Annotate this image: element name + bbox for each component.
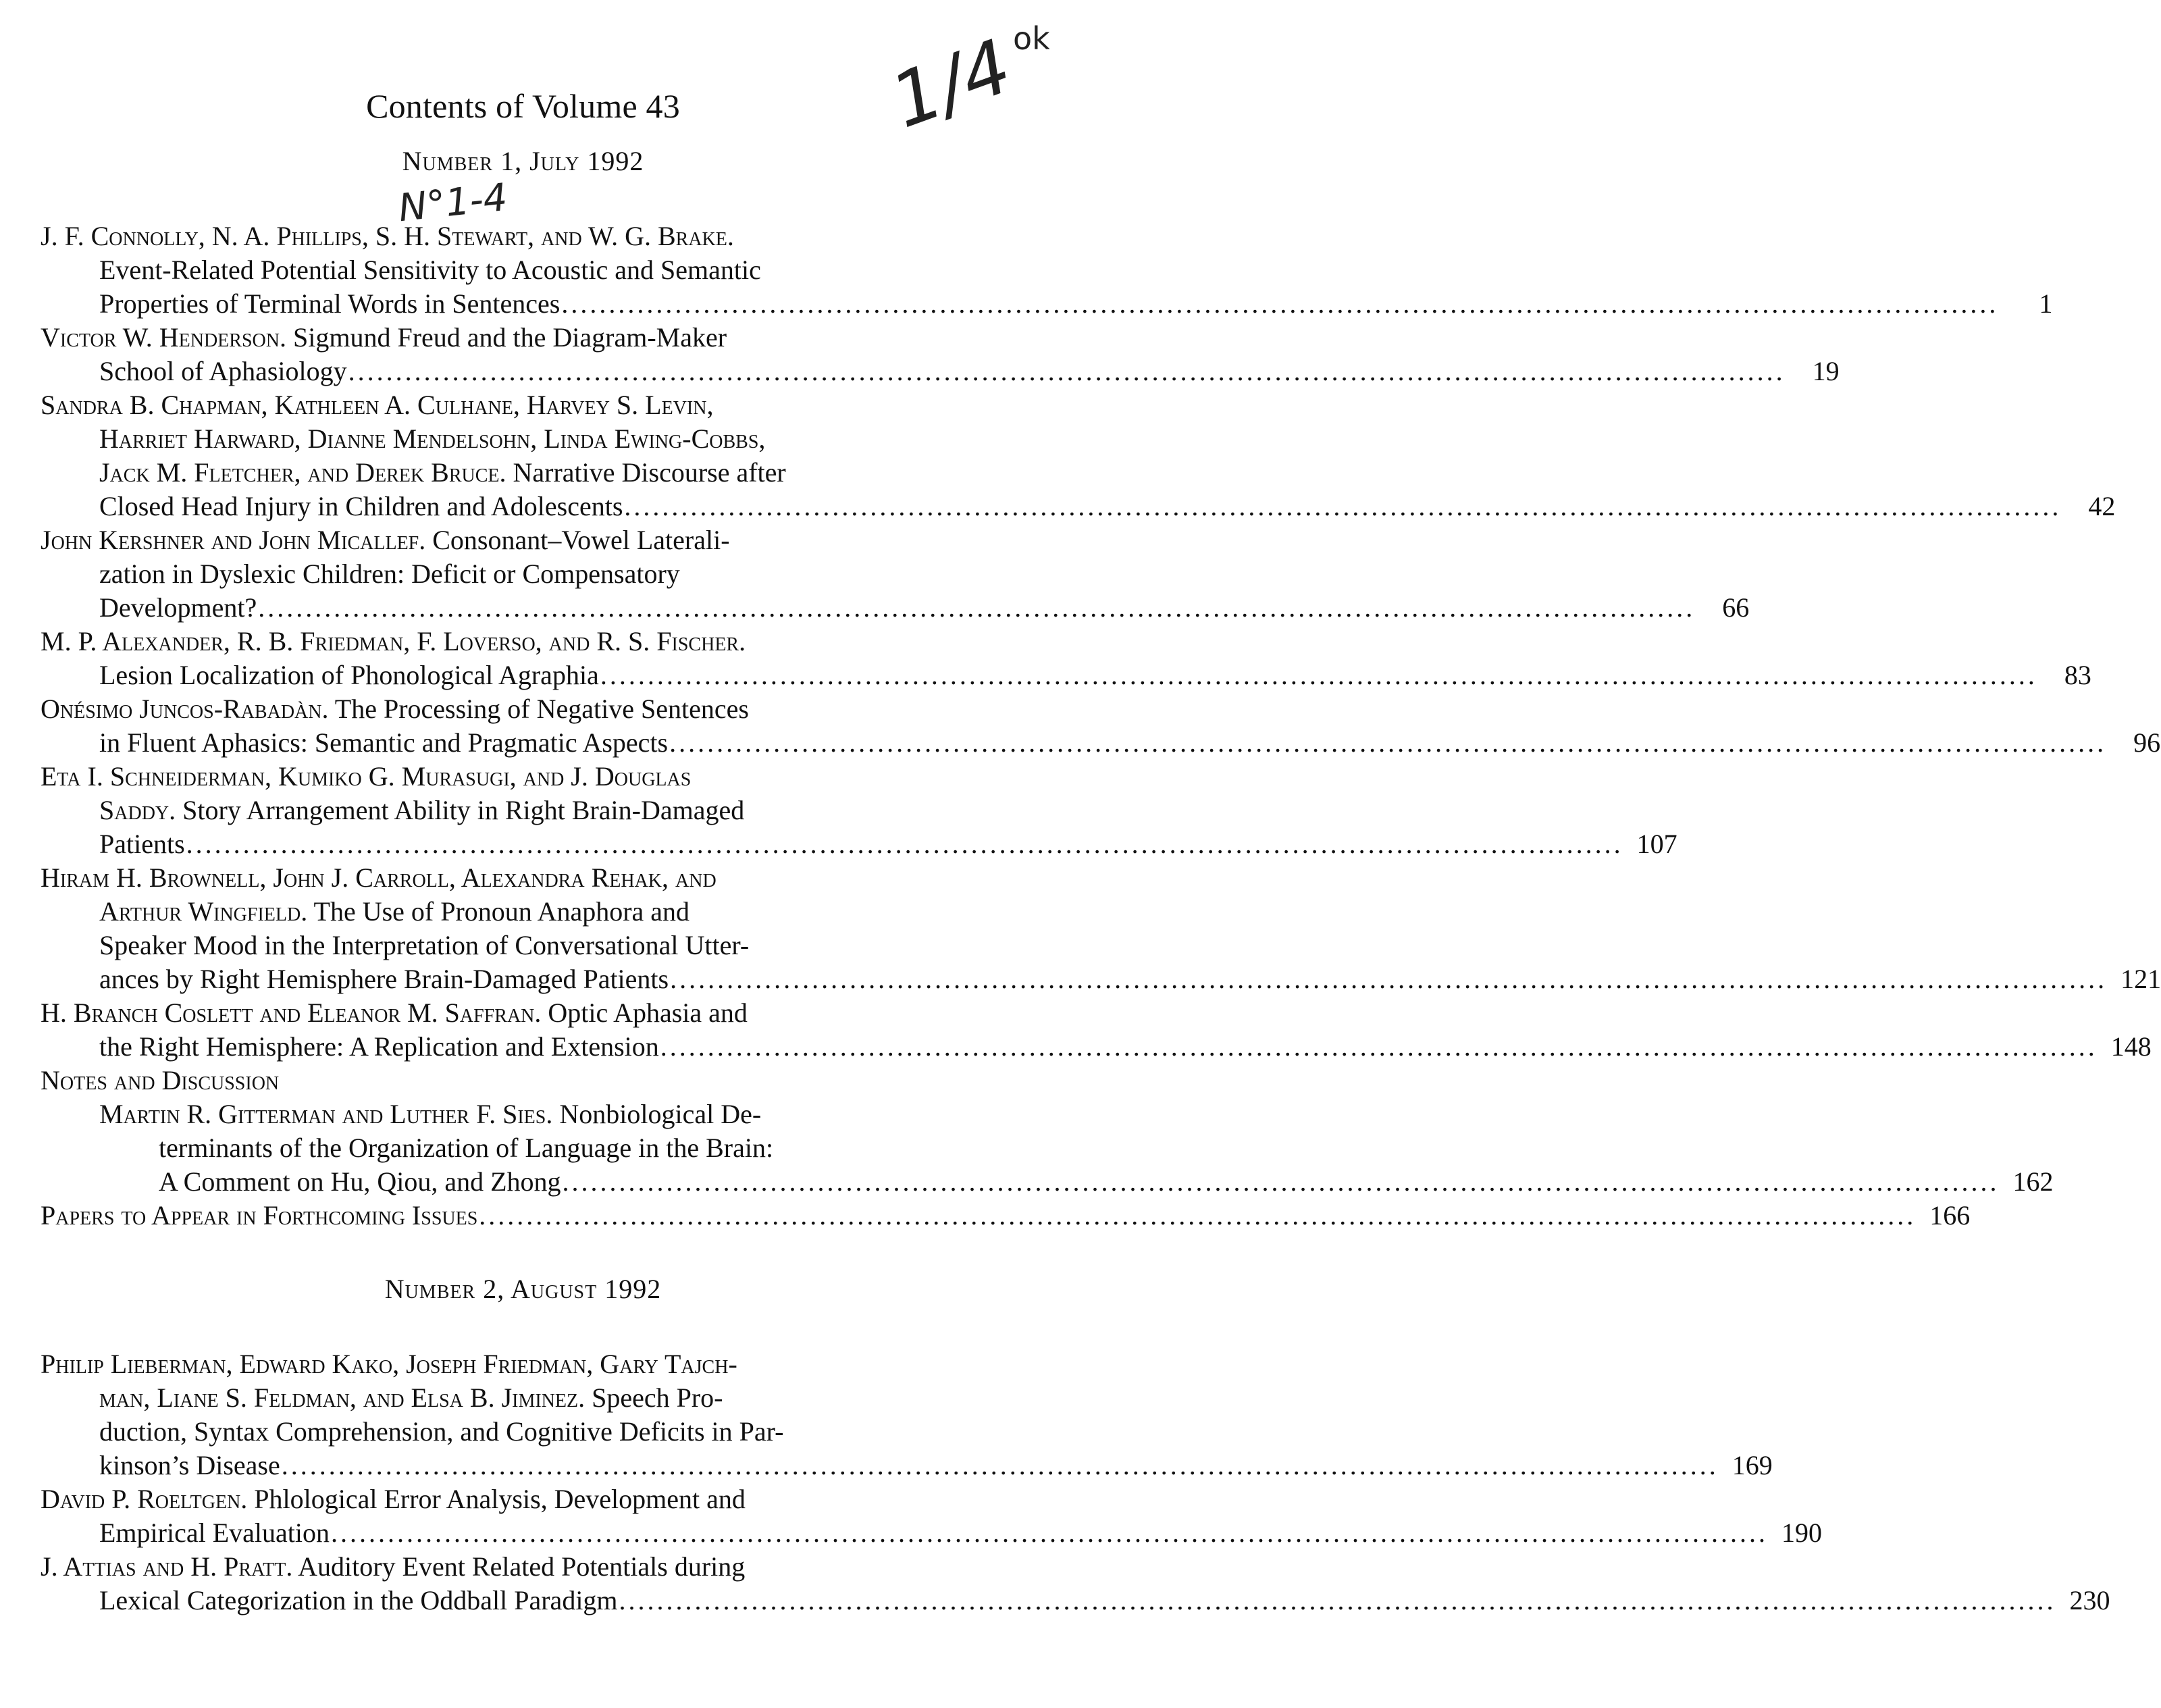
- toc-authors: Arthur Wingfield.: [99, 896, 308, 927]
- toc-text: the Right Hemisphere: A Replication and Extension: [99, 1031, 659, 1062]
- page-number: 83: [2064, 660, 2091, 690]
- toc-line: [41, 253, 956, 287]
- issue-heading-1: Number 1, July 1992: [402, 146, 644, 176]
- issue-heading-2: Number 2, August 1992: [384, 1274, 662, 1304]
- toc-authors: David P. Roeltgen.: [41, 1484, 248, 1514]
- toc-entry: [41, 996, 2152, 1064]
- toc-line: [41, 895, 956, 929]
- leader-dots: [624, 490, 2061, 523]
- toc-authors: Martin R. Gitterman and Luther F. Sies.: [99, 1099, 553, 1129]
- toc-entry: [41, 625, 2091, 692]
- toc-line: [41, 1165, 2054, 1199]
- handwritten-fraction: 1/4: [880, 22, 1022, 145]
- toc-line: [41, 962, 2161, 996]
- toc-entry: [41, 1097, 2054, 1199]
- toc-text: Patients: [99, 829, 185, 859]
- toc-text: A Comment on Hu, Qiou, and Zhong: [159, 1166, 561, 1197]
- forthcoming-papers-line: [41, 1199, 1971, 1233]
- toc-text: Narrative Discourse after: [506, 457, 786, 488]
- toc-text: Speaker Mood in the Interpretation of Conversational Utter-: [99, 930, 750, 960]
- toc-text: Lexical Categorization in the Oddball Paradigm: [99, 1585, 618, 1615]
- toc-entry: [41, 692, 2161, 760]
- page-number: 66: [1722, 592, 1750, 623]
- leader-dots: [186, 827, 1623, 861]
- page-number: 42: [2088, 491, 2116, 521]
- toc-entry: [41, 861, 2161, 996]
- toc-entry: [41, 321, 1840, 388]
- page-title: Contents of Volume 43: [366, 87, 680, 125]
- page-number: 107: [1636, 829, 1677, 859]
- toc-authors: John Kershner and John Micallef.: [41, 525, 426, 555]
- leader-dots: [331, 1516, 1768, 1550]
- toc-authors: Sandra B. Chapman, Kathleen A. Culhane, Harvey S. Levin,: [41, 390, 714, 420]
- notes-heading: Notes and Discussion: [41, 1065, 280, 1095]
- toc-authors: J. Attias and H. Pratt.: [41, 1551, 293, 1582]
- page-number: 1: [2039, 288, 2053, 319]
- toc-line: [41, 658, 2091, 692]
- toc-text: Story Arrangement Ability in Right Brain-Damaged: [176, 795, 745, 825]
- page-number: 148: [2110, 1031, 2152, 1062]
- toc-entry: [41, 523, 1750, 625]
- page-number: 169: [1732, 1450, 1773, 1480]
- toc-line: [41, 219, 956, 253]
- toc-text: School of Aphasiology: [99, 356, 347, 386]
- forthcoming-label: Papers to Appear in Forthcoming Issues: [41, 1200, 478, 1231]
- toc-line: [41, 490, 2116, 523]
- toc-text: Phlological Error Analysis, Development and: [247, 1484, 746, 1514]
- toc-authors: man, Liane S. Feldman, and Elsa B. Jiminez.: [99, 1382, 585, 1413]
- toc-text: Optic Aphasia and: [541, 998, 748, 1028]
- toc-text: zation in Dyslexic Children: Deficit or Compensatory: [99, 559, 680, 589]
- leader-dots: [282, 1449, 1719, 1482]
- toc-line: [41, 456, 956, 490]
- toc-line: [41, 287, 2053, 321]
- leader-dots: [669, 726, 2106, 760]
- page-number: 190: [1781, 1518, 1822, 1548]
- toc-line: [41, 1415, 956, 1449]
- issue-2-toc: [41, 1347, 2110, 1618]
- toc-line: [41, 1584, 2110, 1618]
- leader-dots: [619, 1584, 2056, 1618]
- toc-line: [41, 591, 1750, 625]
- toc-line: [41, 1030, 2152, 1064]
- toc-text: Closed Head Injury in Children and Adolescents: [99, 491, 623, 521]
- toc-text: Lesion Localization of Phonological Agraphia: [99, 660, 599, 690]
- leader-dots: [670, 962, 2107, 996]
- toc-line: [41, 388, 956, 422]
- toc-line: [41, 1449, 1773, 1482]
- toc-authors: Jack M. Fletcher, and Derek Bruce.: [99, 457, 506, 488]
- toc-line: [41, 1381, 956, 1415]
- toc-authors: Hiram H. Brownell, John J. Carroll, Alexandra Rehak, and: [41, 862, 717, 893]
- toc-line: [41, 1131, 956, 1165]
- toc-authors: Eta I. Schneiderman, Kumiko G. Murasugi, and J. Douglas: [41, 761, 692, 792]
- toc-line: [41, 422, 956, 456]
- toc-line: [41, 321, 956, 355]
- leader-dots: [660, 1030, 2098, 1064]
- leader-dots: [600, 658, 2037, 692]
- toc-line: [41, 861, 956, 895]
- page-number: 19: [1812, 356, 1840, 386]
- toc-line: [41, 794, 956, 827]
- toc-text: The Processing of Negative Sentences: [328, 694, 749, 724]
- toc-line: [41, 996, 956, 1030]
- toc-line: [41, 625, 956, 658]
- toc-authors: J. F. Connolly, N. A. Phillips, S. H. Stewart, and W. G. Brake.: [41, 221, 734, 251]
- handwritten-number-note: N°1-4: [396, 175, 510, 231]
- page-number: 121: [2120, 964, 2161, 994]
- toc-text: Empirical Evaluation: [99, 1518, 330, 1548]
- toc-authors: Philip Lieberman, Edward Kako, Joseph Friedman, Gary Tajch-: [41, 1349, 737, 1379]
- toc-text: The Use of Pronoun Anaphora and: [307, 896, 690, 927]
- toc-line: [41, 1516, 1822, 1550]
- handwritten-ok: ok: [1013, 20, 1050, 57]
- toc-text: in Fluent Aphasics: Semantic and Pragmatic Aspects: [99, 727, 669, 758]
- toc-authors: Saddy.: [99, 795, 176, 825]
- toc-text: Speech Pro-: [585, 1382, 723, 1413]
- toc-authors: M. P. Alexander, R. B. Friedman, F. Loverso, and R. S. Fischer.: [41, 626, 746, 656]
- toc-authors: Onésimo Juncos-Rabadàn.: [41, 694, 329, 724]
- page-number: 162: [2012, 1166, 2054, 1197]
- issue-1-toc: [41, 219, 2161, 1233]
- leader-dots: [563, 1165, 2000, 1199]
- toc-entry: [41, 1347, 1773, 1482]
- toc-entry: [41, 1550, 2110, 1618]
- toc-authors: Harriet Harward, Dianne Mendelsohn, Linda Ewing-Cobbs,: [99, 423, 766, 454]
- toc-entry: [41, 388, 2116, 523]
- toc-line: [41, 1482, 956, 1516]
- toc-text: duction, Syntax Comprehension, and Cognitive Deficits in Par-: [99, 1416, 784, 1447]
- toc-text: kinson’s Disease: [99, 1450, 280, 1480]
- toc-entry: [41, 219, 2053, 321]
- toc-line: [41, 1347, 956, 1381]
- toc-line: [41, 1550, 956, 1584]
- toc-line: [41, 557, 956, 591]
- toc-authors: H. Branch Coslett and Eleanor M. Saffran.: [41, 998, 542, 1028]
- leader-dots: [258, 591, 1695, 625]
- page-number: 96: [2133, 727, 2161, 758]
- toc-line: [41, 827, 1677, 861]
- toc-text: Event-Related Potential Sensitivity to Acoustic and Semantic: [99, 255, 761, 285]
- page-number: 230: [2069, 1585, 2110, 1615]
- toc-authors: Victor W. Henderson.: [41, 322, 286, 353]
- toc-entry: [41, 1482, 1822, 1550]
- toc-line: [41, 692, 956, 726]
- toc-line: [41, 760, 956, 794]
- toc-line: [41, 929, 956, 962]
- toc-text: Auditory Event Related Potentials during: [292, 1551, 746, 1582]
- toc-line: [41, 523, 956, 557]
- leader-dots: [348, 355, 1786, 388]
- toc-text: ances by Right Hemisphere Brain-Damaged Patients: [99, 964, 669, 994]
- page-number: 166: [1929, 1200, 1971, 1231]
- toc-text: Nonbiological De-: [552, 1099, 762, 1129]
- toc-line: [41, 726, 2161, 760]
- toc-text: Properties of Terminal Words in Sentences: [99, 288, 561, 319]
- toc-text: Consonant–Vowel Laterali-: [425, 525, 730, 555]
- toc-entry: [41, 760, 1677, 861]
- toc-text: terminants of the Organization of Language in the Brain:: [159, 1133, 774, 1163]
- toc-text: Development?: [99, 592, 257, 623]
- leader-dots: [561, 287, 1998, 321]
- leader-dots: [479, 1199, 1916, 1233]
- toc-line: [41, 1097, 956, 1131]
- toc-text: Sigmund Freud and the Diagram-Maker: [286, 322, 727, 353]
- toc-line: [41, 355, 1840, 388]
